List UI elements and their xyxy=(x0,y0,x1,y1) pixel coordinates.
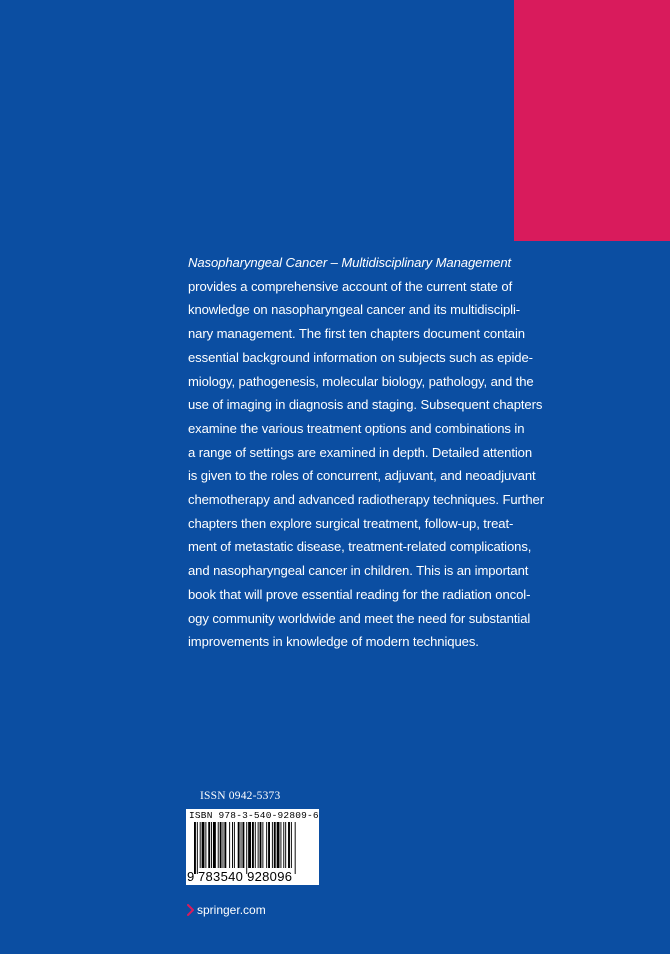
description-line: and nasopharyngeal cancer in children. This is an important xyxy=(188,563,529,579)
book-title-line: Nasopharyngeal Cancer – Multidisciplinary Management xyxy=(188,255,512,270)
description-line: use of imaging in diagnosis and staging. Subsequent chapters xyxy=(188,397,543,413)
ean-first-digit: 9 xyxy=(187,869,195,884)
description-line: is given to the roles of concurrent, adjuvant, and neoadjuvant xyxy=(188,468,536,484)
description-line: book that will prove essential reading for the radiation oncol- xyxy=(188,586,531,602)
description-line: miology, pathogenesis, molecular biology, pathology, and the xyxy=(188,373,534,389)
description-line: nary management. The first ten chapters document contain xyxy=(188,326,525,342)
description-line: chapters then explore surgical treatment, follow-up, treat- xyxy=(188,515,514,531)
barcode-bars xyxy=(188,822,317,874)
description-line: provides a comprehensive account of the current state of xyxy=(188,278,513,294)
description-line: examine the various treatment options and combinations in xyxy=(188,420,525,436)
chevron-right-icon xyxy=(187,904,194,916)
description-line: improvements in knowledge of modern techniques. xyxy=(188,634,479,650)
description-line: knowledge on nasopharyngeal cancer and its multidiscipli- xyxy=(188,302,521,318)
description-line: essential background information on subjects such as epide- xyxy=(188,349,533,365)
ean-digits: 783540 928096 xyxy=(198,869,293,884)
book-description xyxy=(188,251,544,654)
description-line: ment of metastatic disease, treatment-related complications, xyxy=(188,539,532,555)
publisher-url: springer.com xyxy=(197,903,266,917)
isbn-label: ISBN 978-3-540-92809-6 xyxy=(189,810,319,821)
publisher-link[interactable] xyxy=(187,903,266,917)
issn-number: ISSN 0942-5373 xyxy=(200,790,281,802)
description-line: ogy community worldwide and meet the need for substantial xyxy=(188,610,531,626)
isbn-barcode xyxy=(186,809,319,885)
description-line: a range of settings are examined in depth. Detailed attention xyxy=(188,444,533,460)
accent-color-block xyxy=(514,0,670,241)
description-line: chemotherapy and advanced radiotherapy techniques. Further xyxy=(188,492,544,508)
